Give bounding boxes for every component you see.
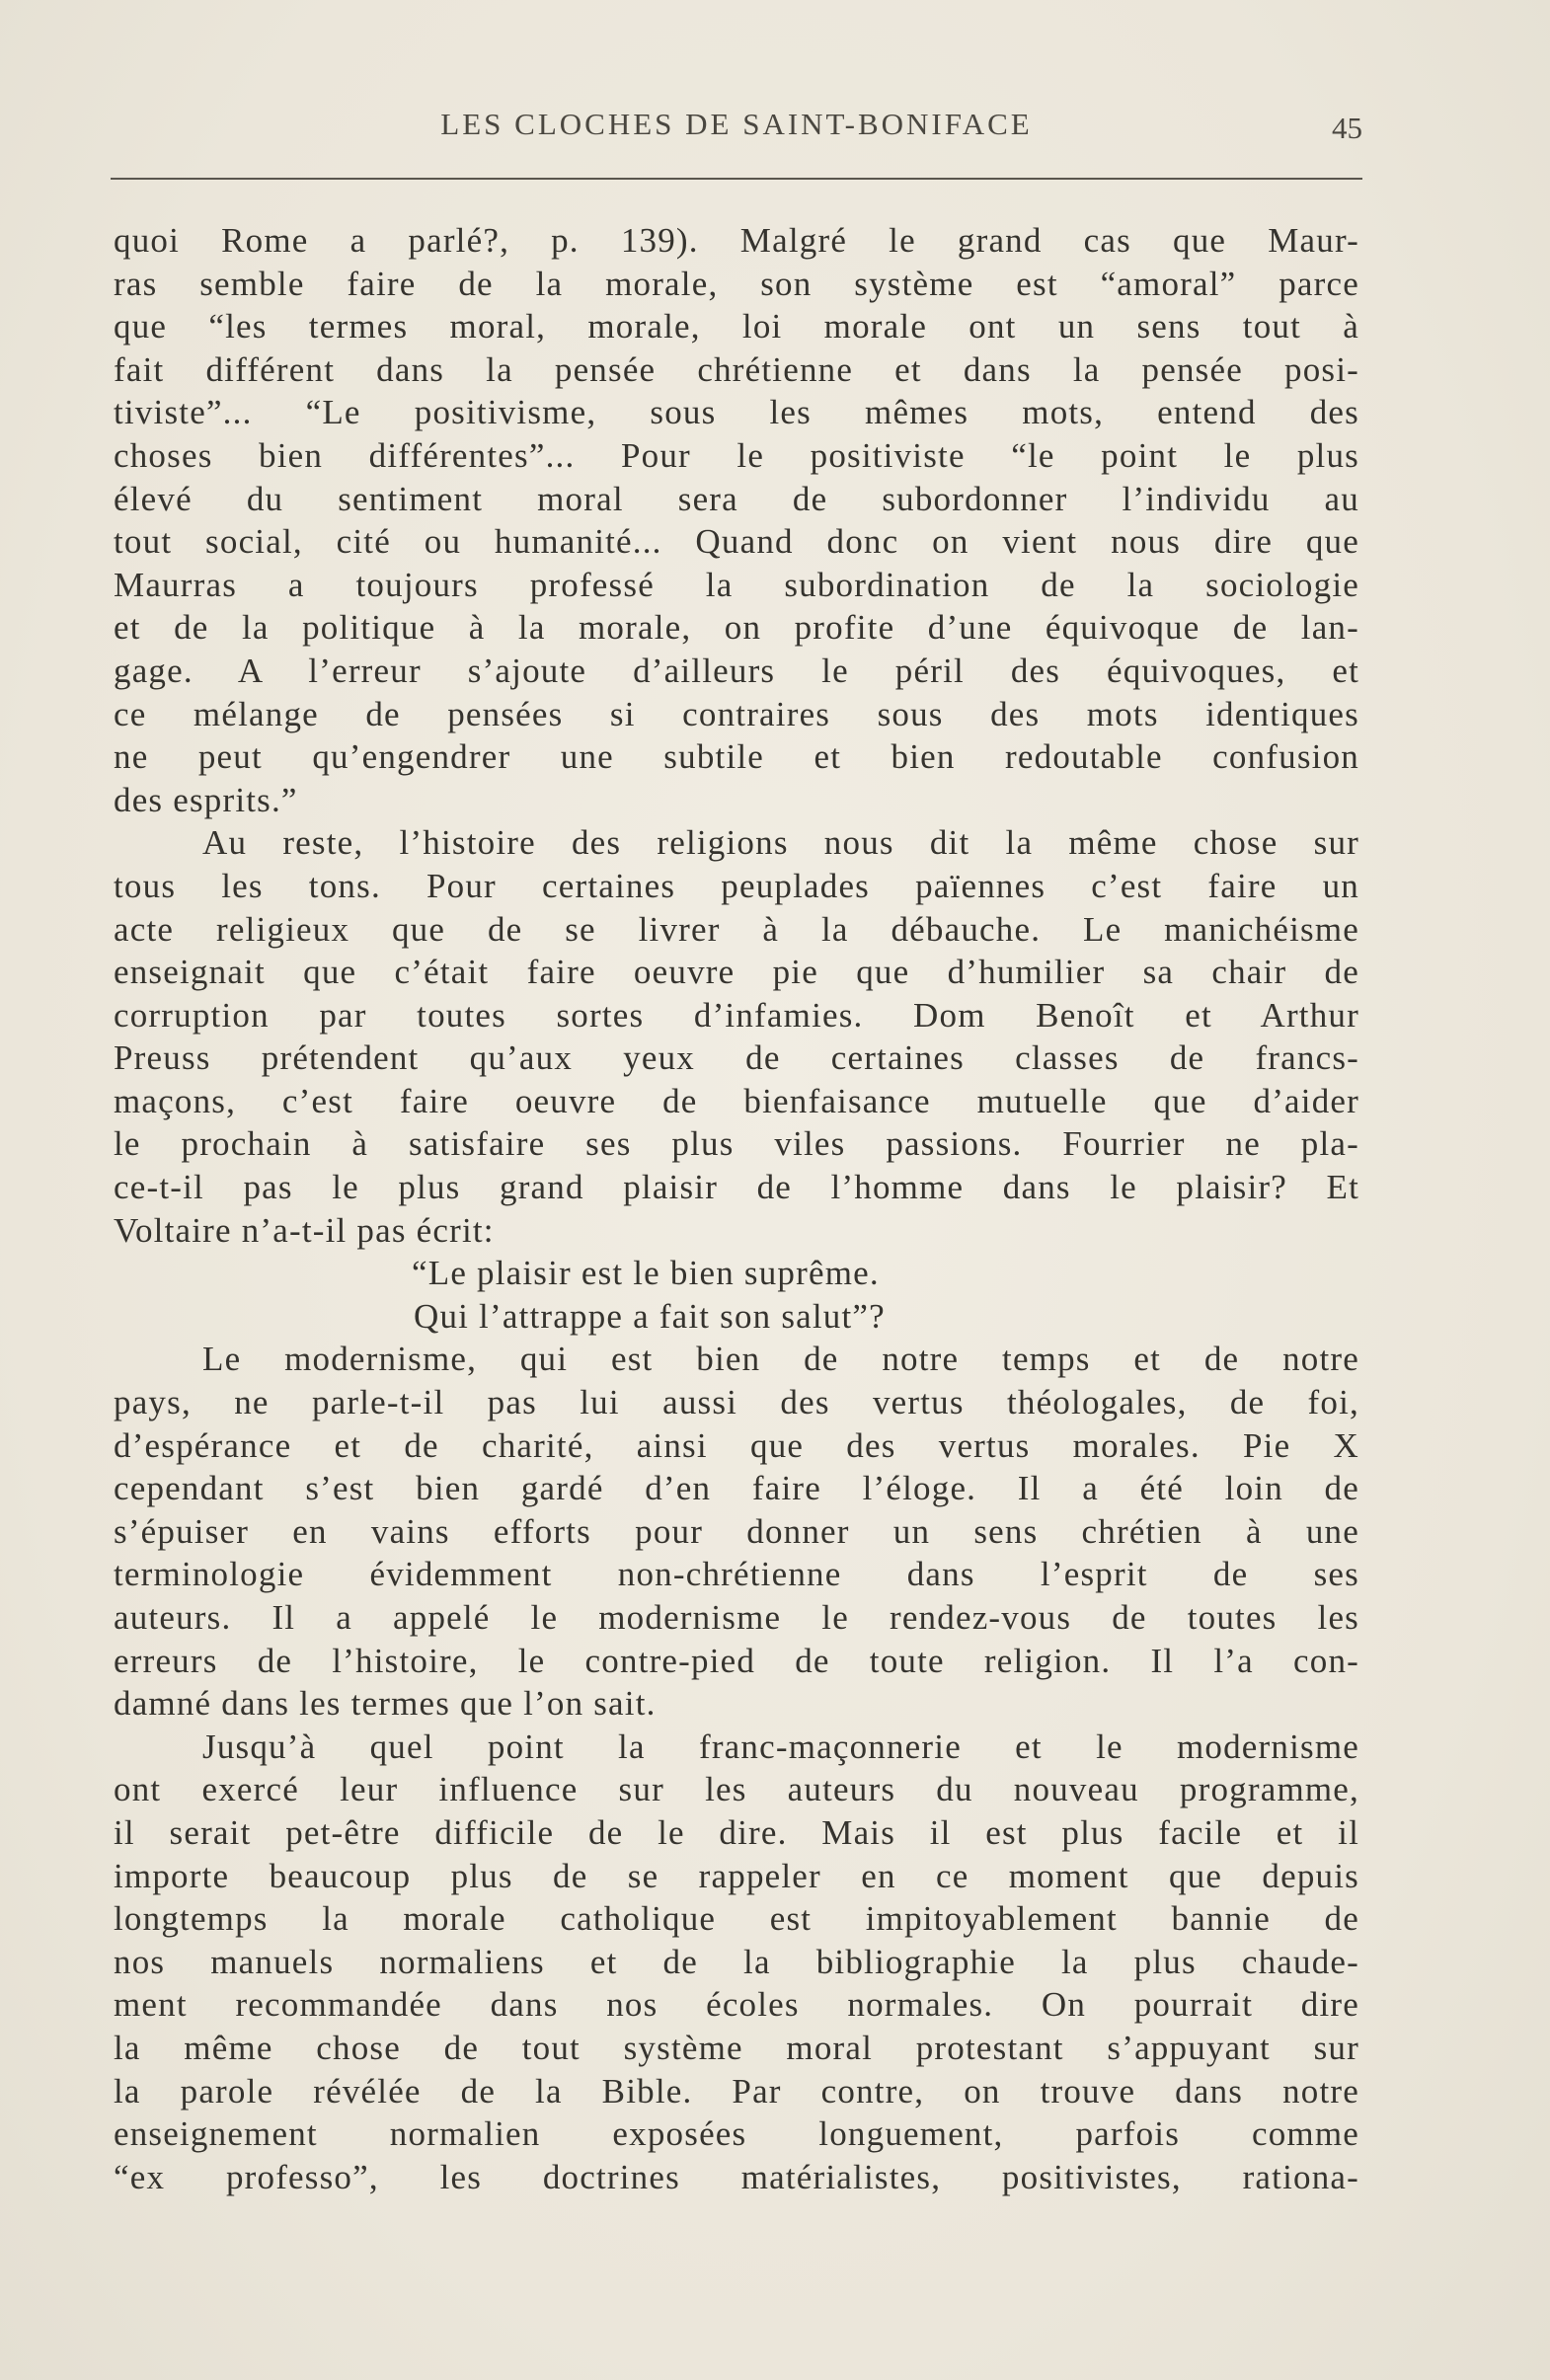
text-line-paragraph-start: Au reste, l’histoire des religions nous dit la même chose sur bbox=[202, 823, 1359, 863]
text-line: terminologie évidemment non-chrétienne dans l’esprit de ses bbox=[114, 1555, 1359, 1594]
text-line: ras semble faire de la morale, son système est “amoral” parce bbox=[114, 264, 1359, 303]
text-line: erreurs de l’histoire, le contre-pied de toute religion. Il l’a con- bbox=[114, 1641, 1359, 1680]
text-line: nos manuels normaliens et de la bibliographie la plus chaude- bbox=[114, 1942, 1359, 1981]
text-line: corruption par toutes sortes d’infamies. Dom Benoît et Arthur bbox=[114, 995, 1359, 1035]
text-line: pays, ne parle-t-il pas lui aussi des vertus théologales, de foi, bbox=[114, 1383, 1359, 1422]
text-line: gage. A l’erreur s’ajoute d’ailleurs le péril des équivoques, et bbox=[114, 651, 1359, 690]
text-line-paragraph-end: des esprits.” bbox=[114, 780, 298, 819]
verse-line: Qui l’attrappe a fait son salut”? bbox=[414, 1296, 886, 1336]
verse-line: “Le plaisir est le bien suprême. bbox=[412, 1254, 880, 1293]
text-line: et de la politique à la morale, on profite d’une équivoque de lan- bbox=[114, 608, 1359, 648]
text-line: ce-t-il pas le plus grand plaisir de l’homme dans le plaisir? Et bbox=[114, 1168, 1359, 1207]
text-line: s’épuiser en vains efforts pour donner un sens chrétien à une bbox=[114, 1511, 1359, 1551]
body-text bbox=[114, 219, 1359, 2198]
text-line: cependant s’est bien gardé d’en faire l’éloge. Il a été loin de bbox=[114, 1469, 1359, 1508]
text-line: tiviste”... “Le positivisme, sous les mêmes mots, entend des bbox=[114, 393, 1359, 432]
text-line: ment recommandée dans nos écoles normales. On pourrait dire bbox=[114, 1985, 1359, 2025]
text-line: enseignait que c’était faire oeuvre pie que d’humilier sa chair de bbox=[114, 953, 1359, 992]
text-line-paragraph-end: damné dans les termes que l’on sait. bbox=[114, 1684, 657, 1724]
text-line: la même chose de tout système moral protestant s’appuyant sur bbox=[114, 2028, 1359, 2067]
running-title: LES CLOCHES DE SAINT-BONIFACE bbox=[440, 107, 1033, 141]
text-line: tous les tons. Pour certaines peuplades païennes c’est faire un bbox=[114, 866, 1359, 905]
text-line: enseignement normalien exposées longuement, parfois comme bbox=[114, 2114, 1359, 2154]
text-line: fait différent dans la pensée chrétienne et dans la pensée posi- bbox=[114, 349, 1359, 389]
text-line: maçons, c’est faire oeuvre de bienfaisance mutuelle que d’aider bbox=[114, 1081, 1359, 1120]
text-line: le prochain à satisfaire ses plus viles passions. Fourrier ne pla- bbox=[114, 1124, 1359, 1164]
text-line-paragraph-start: Jusqu’à quel point la franc-maçonnerie et le modernisme bbox=[202, 1727, 1359, 1766]
text-line: la parole révélée de la Bible. Par contre, on trouve dans notre bbox=[114, 2071, 1359, 2111]
text-line: importe beaucoup plus de se rappeler en ce moment que depuis bbox=[114, 1856, 1359, 1895]
page-number: 45 bbox=[1332, 111, 1362, 145]
text-line: ont exercé leur influence sur les auteurs du nouveau programme, bbox=[114, 1770, 1359, 1809]
text-line-paragraph-end: Voltaire n’a-t-il pas écrit: bbox=[114, 1210, 495, 1250]
text-line: que “les termes moral, morale, loi morale ont un sens tout à bbox=[114, 307, 1359, 346]
text-line: il serait pet-être difficile de le dire. Mais il est plus facile et il bbox=[114, 1812, 1359, 1852]
text-line: Preuss prétendent qu’aux yeux de certaines classes de francs- bbox=[114, 1038, 1359, 1078]
text-line: longtemps la morale catholique est impitoyablement bannie de bbox=[114, 1899, 1359, 1939]
text-line: ne peut qu’engendrer une subtile et bien redoutable confusion bbox=[114, 737, 1359, 777]
text-line: “ex professo”, les doctrines matérialistes, positivistes, rationa- bbox=[114, 2157, 1359, 2196]
text-line: Maurras a toujours professé la subordination de la sociologie bbox=[114, 565, 1359, 604]
text-line: tout social, cité ou humanité... Quand donc on vient nous dire que bbox=[114, 522, 1359, 562]
text-line: auteurs. Il a appelé le modernisme le rendez-vous de toutes les bbox=[114, 1598, 1359, 1637]
header-rule bbox=[111, 178, 1362, 180]
text-line: élevé du sentiment moral sera de subordonner l’individu au bbox=[114, 479, 1359, 518]
text-line-paragraph-start: Le modernisme, qui est bien de notre temps et de notre bbox=[202, 1340, 1359, 1379]
text-line: d’espérance et de charité, ainsi que des vertus morales. Pie X bbox=[114, 1425, 1359, 1465]
text-line: ce mélange de pensées si contraires sous des mots identiques bbox=[114, 694, 1359, 733]
text-line: quoi Rome a parlé?, p. 139). Malgré le grand cas que Maur- bbox=[114, 221, 1359, 260]
text-line: choses bien différentes”... Pour le positiviste “le point le plus bbox=[114, 435, 1359, 475]
running-head bbox=[111, 99, 1362, 158]
text-line: acte religieux que de se livrer à la débauche. Le manichéisme bbox=[114, 909, 1359, 949]
